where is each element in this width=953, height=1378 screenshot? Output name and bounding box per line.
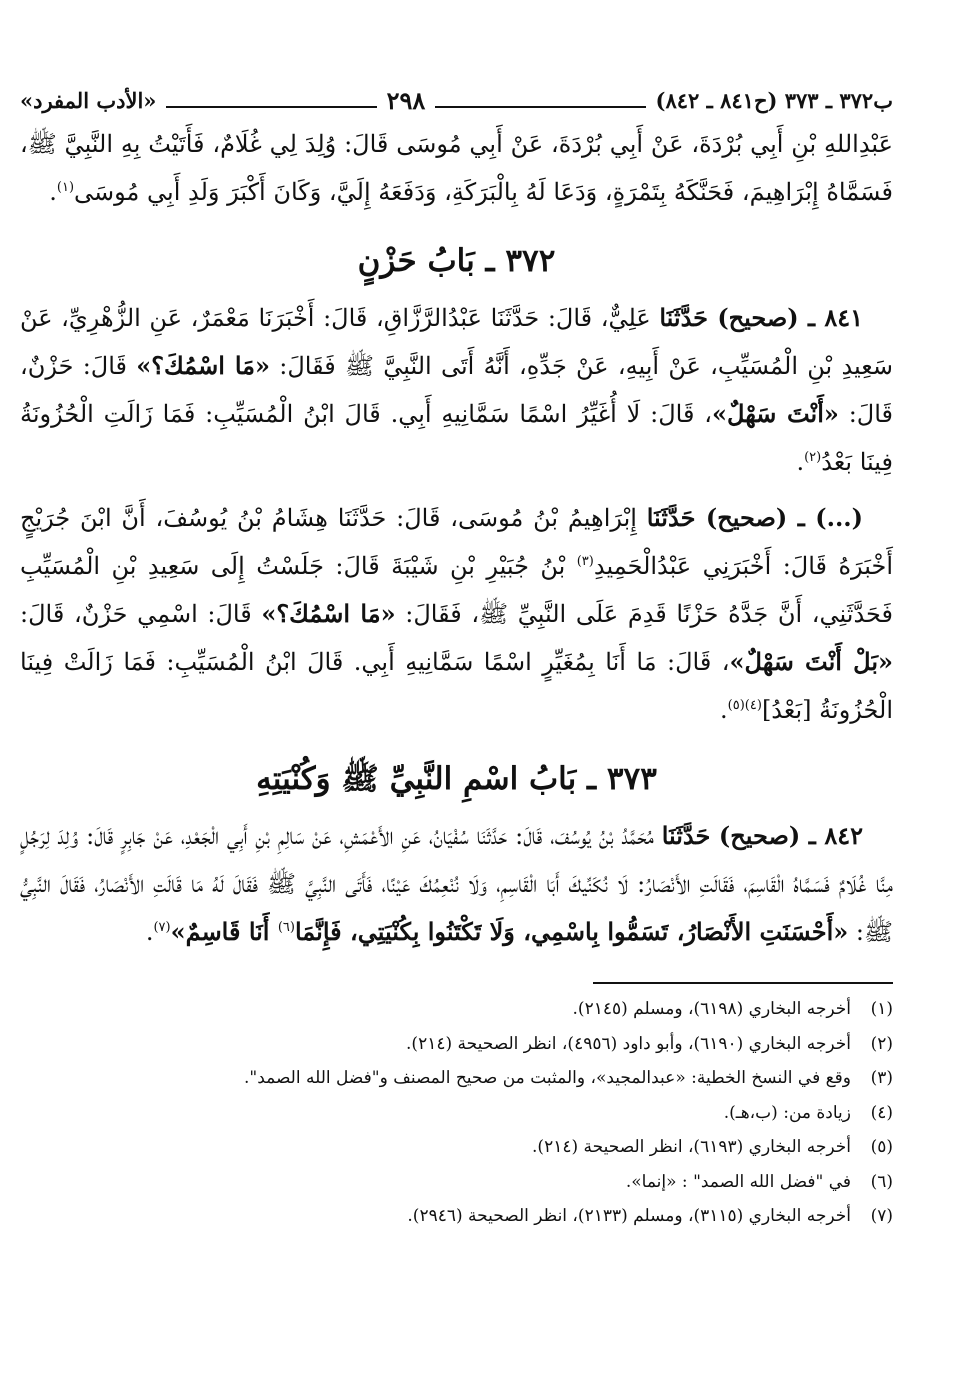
footnote-text: زيادة من: (ب،هـ). <box>723 1102 851 1123</box>
book-title: «الأدب المفرد» <box>19 87 157 113</box>
footnote-ref: (٧) <box>153 920 171 935</box>
footnote-text: أخرجه البخاري (٦١٩٣)، انظر الصحيحة (٢١٤). <box>532 1137 851 1157</box>
footnote-ref: (٢) <box>804 450 822 465</box>
chapter-heading-372: ٣٧٢ ـ بَابُ حَزْنٍ <box>357 243 556 279</box>
prophetic-quote: «مَا اسْمُكَ؟» <box>136 351 271 380</box>
footnote-number: (٣) <box>870 1068 893 1088</box>
hadith-number: ٨٤١ ـ (صحيح) حَدَّثَنَا <box>659 303 863 332</box>
chapter-heading-373: ٣٧٣ ـ بَابُ اسْمِ النَّبِيِّ ﷺ وَكُنْيَتِهِ <box>256 761 657 797</box>
footnote-number: (٥) <box>870 1137 893 1157</box>
hadith-number: ٨٤٢ ـ (صحيح) حَدَّثَنَا <box>661 821 863 850</box>
hadith-842: ٨٤٢ ـ (صحيح) حَدَّثَنَا مُحَمَّدُ بْنُ يُوسُفَ، قَالَ: حَدَّثَنَا سُفْيَانُ، عَنِ الأَعْمَشِ، عَنْ سَالِمِ بْنِ أَبِي الْجَعْدِ، عَنْ جَابِرٍ قَالَ: وُلِدَ لِرَجُلٍ مِنَّا غُلَامٌ فَسَمَّاهُ الْقَاسِمَ، فَقَالَتِ الأَنْصَارُ: لَا نُكَنِّيكَ أَبَا الْقَاسِمِ، وَلَا نُنْعِمُكَ عَيْنًا، فَأَتَى النَّبِيَّ ﷺ فَقَالَ لَهُ مَا قَالَتِ الأَنْصَارُ، فَقَالَ النَّبِيُّ ﷺ: «أَحْسَنَتِ الأَنْصَارُ، تَسَمُّوا بِاسْمِي، وَلَا تَكْتَنُوا بِكُنْيَتِي، فَإِنَّمَا$^{(٦)}$ أَنَا قَاسِمٌ»$^{(٧)}$. <box>20 821 893 946</box>
footnotes <box>20 992 893 1234</box>
continued-hadith-text: عَبْدِاللهِ بْنِ أَبِي بُرْدَةَ، عَنْ أَبِي بُرْدَةَ، عَنْ أَبِي مُوسَى قَالَ: وُلِدَ لِي غُلَامٌ، فَأَتَيْتُ بِهِ النَّبِيَّ ﷺ، فَسَمَّاهُ إِبْرَاهِيمَ، فَحَنَّكَهُ بِتَمْرَةٍ، وَدَعَا لَهُ بِالْبَرَكَةِ، وَدَفَعَهُ إِلَيَّ، وَكَانَ أَكْبَرَ وَلَدِ أَبِي مُوسَى$^{(١)}$. <box>20 130 893 206</box>
hadith-number: (...) ـ (صحيح) حَدَّثَنَا <box>646 503 864 532</box>
footnote <box>20 1130 893 1165</box>
footnote-text: أخرجه البخاري (٦١٩٠)، وأبو داود (٤٩٥٦)، انظر الصحيحة (٢١٤). <box>406 1033 851 1054</box>
prophetic-quote: أَنَا قَاسِمٌ» <box>170 917 278 946</box>
hadith-841-variant: (...) ـ (صحيح) حَدَّثَنَا إِبْرَاهِيمُ بْنُ مُوسَى، قَالَ: حَدَّثَنَا هِشَامُ بْنُ يُوسُفَ، أَنَّ ابْنَ جُرَيْجٍ أَخْبَرَهُ قَالَ: أَخْبَرَنِي عَبْدُالْحَمِيدِ$^{(٣)}$ بْنُ جُبَيْرِ بْنِ شَيْبَةَ قَالَ: جَلَسْتُ إِلَى سَعِيدِ بْنِ الْمُسَيِّبِ فَحَدَّثَنِي، أَنَّ جَدَّهُ حَزْنًا قَدِمَ عَلَى النَّبِيِّ ﷺ، فَقَالَ: «مَا اسْمُكَ؟» قَالَ: اسْمِي حَزْنٌ، قَالَ: «بَلْ أَنْتَ سَهْلٌ»، قَالَ: مَا أَنَا بِمُغَيِّرٍ اسْمًا سَمَّانِيهِ أَبِي. قَالَ ابْنُ الْمُسَيِّبِ: فَمَا زَالَتْ فِينَا الْحُزُونَةُ [بَعْدُ]$^{(٤)(٥)}$. <box>20 503 894 724</box>
footnote-ref: (٤)(٥) <box>727 698 762 713</box>
footnote-number: (١) <box>870 999 893 1019</box>
footnote <box>20 1027 893 1062</box>
book-page <box>20 80 893 1234</box>
footnote <box>20 1096 893 1131</box>
page-number: ٢٩٨ <box>386 85 426 115</box>
footnote-text: أخرجه البخاري (٦١٩٨)، ومسلم (٢١٤٥). <box>572 999 851 1019</box>
footnote <box>20 992 893 1027</box>
footnote-ref: (٦) <box>277 920 295 935</box>
running-head-range: ب٣٧٢ ـ ٣٧٣ (ح٨٤١ ـ ٨٤٢) <box>655 87 893 113</box>
footnote-ref: (١) <box>56 180 75 195</box>
footnote-number: (٤) <box>870 1102 893 1123</box>
prophetic-quote: «مَا اسْمُكَ؟» <box>261 599 396 628</box>
footnote <box>20 1199 893 1234</box>
footnote <box>20 1165 893 1200</box>
running-head-rule <box>166 92 376 108</box>
running-head-rule <box>435 92 645 108</box>
footnote-number: (٧) <box>870 1206 893 1226</box>
footnote-rule <box>593 982 893 984</box>
footnote-text: أخرجه البخاري (٣١١٥)، ومسلم (٢١٣٣)، انظر الصحيحة (٢٩٤٦). <box>407 1206 851 1226</box>
footnote-ref: (٣) <box>576 554 594 569</box>
footnote-text: وقع في النسخ الخطية: «عبدالمجيد»، والمثبت من صحيح المصنف و"فضل الله الصمد". <box>243 1068 851 1088</box>
prophetic-quote: «أَنْتَ سَهْلٌ» <box>712 399 839 428</box>
prophetic-quote: «بَلْ أَنْتَ سَهْلٌ» <box>729 647 893 676</box>
prophetic-quote: «أَحْسَنَتِ الأَنْصَارُ، تَسَمُّوا بِاسْمِي، وَلَا تَكْتَنُوا بِكُنْيَتِي، فَإِنَّمَا <box>294 917 849 946</box>
footnote <box>20 1061 893 1096</box>
hadith-841: ٨٤١ ـ (صحيح) حَدَّثَنَا عَلِيٌّ، قَالَ: حَدَّثَنَا عَبْدُالرَّزَّاقِ، قَالَ: أَخْبَرَنَا مَعْمَرٌ، عَنِ الزُّهْرِيِّ، عَنْ سَعِيدِ بْنِ الْمُسَيِّبِ، عَنْ أَبِيهِ، عَنْ جَدِّهِ، أَنَّهُ أَتَى النَّبِيَّ ﷺ فَقَالَ: «مَا اسْمُكَ؟» قَالَ: حَزْنٌ، قَالَ: «أَنْتَ سَهْلٌ»، قَالَ: لَا أُغَيِّرُ اسْمًا سَمَّانِيهِ أَبِي. قَالَ ابْنُ الْمُسَيِّبِ: فَمَا زَالَتِ الْحُزُونَةُ فِينَا بَعْدُ$^{(٢)}$. <box>20 303 894 476</box>
footnote-number: (٢) <box>870 1033 893 1054</box>
running-head <box>20 80 893 120</box>
footnote-text: في "فضل الله الصمد" : «إنما». <box>625 1171 851 1192</box>
footnote-number: (٦) <box>870 1171 893 1192</box>
